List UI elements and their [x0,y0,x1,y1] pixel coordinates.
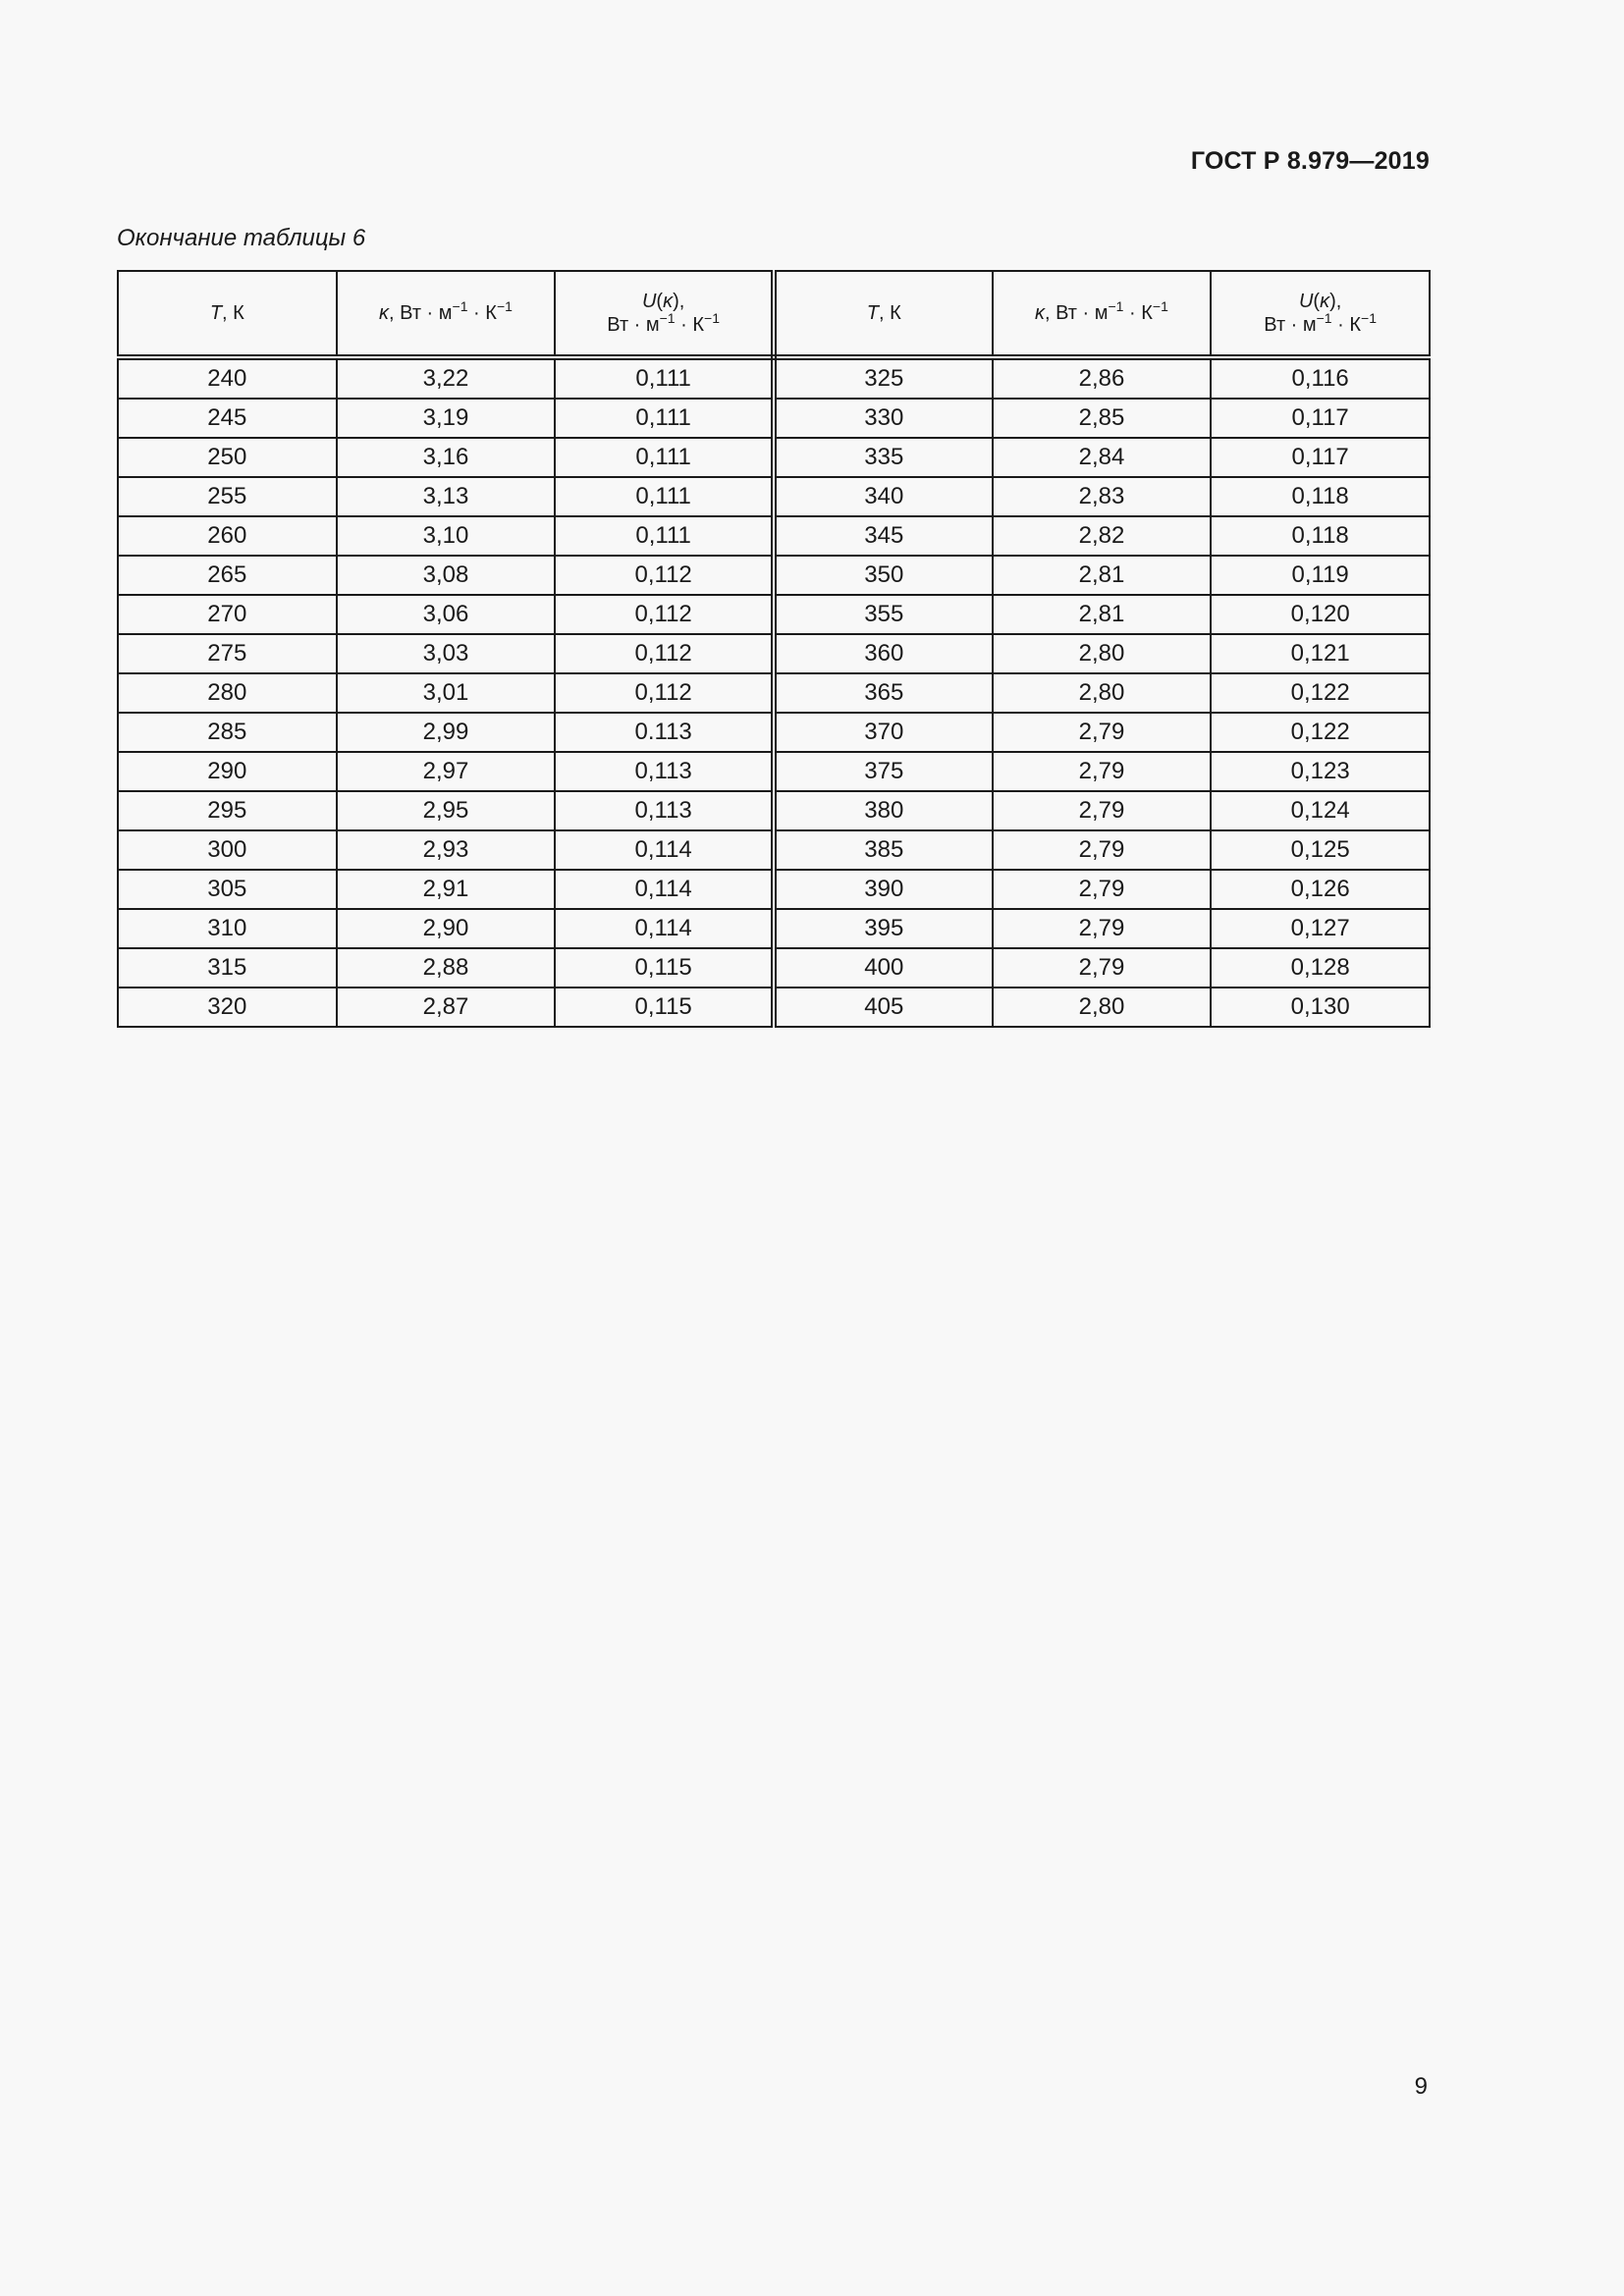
cell-conductivity: 2,97 [337,752,556,791]
cell-uncertainty: 0,113 [555,752,774,791]
cell-uncertainty: 0,112 [555,556,774,595]
cell-uncertainty: 0,115 [555,948,774,988]
table-caption: Окончание таблицы 6 [117,225,366,251]
cell-conductivity: 2,87 [337,988,556,1027]
table-row [118,399,1430,438]
cell-uncertainty-2: 0,122 [1211,673,1430,713]
cell-temperature: 265 [118,556,337,595]
cell-temperature-2: 370 [774,713,993,752]
cell-temperature-2: 340 [774,477,993,516]
cell-temperature: 275 [118,634,337,673]
cell-conductivity: 2,90 [337,909,556,948]
cell-temperature: 245 [118,399,337,438]
data-table [117,270,1431,1028]
cell-temperature: 320 [118,988,337,1027]
table-header [118,271,1430,357]
cell-uncertainty-2: 0,122 [1211,713,1430,752]
cell-uncertainty: 0,114 [555,830,774,870]
cell-conductivity-2: 2,79 [993,870,1212,909]
cell-conductivity: 3,10 [337,516,556,556]
cell-conductivity: 2,95 [337,791,556,830]
table-row [118,791,1430,830]
cell-temperature-2: 365 [774,673,993,713]
cell-temperature-2: 345 [774,516,993,556]
cell-conductivity: 3,01 [337,673,556,713]
table-row [118,595,1430,634]
cell-conductivity: 2,88 [337,948,556,988]
header-temperature: T, К [118,271,337,357]
table-row [118,673,1430,713]
table-row [118,909,1430,948]
cell-uncertainty-2: 0,117 [1211,399,1430,438]
cell-temperature-2: 375 [774,752,993,791]
cell-uncertainty: 0,111 [555,477,774,516]
cell-temperature-2: 360 [774,634,993,673]
header-conductivity-2: κ, Вт · $м^{-1} \cdot К^{-1}$ [993,271,1212,357]
table-row [118,948,1430,988]
cell-uncertainty-2: 0,118 [1211,516,1430,556]
cell-temperature: 305 [118,870,337,909]
cell-uncertainty-2: 0,121 [1211,634,1430,673]
cell-conductivity-2: 2,85 [993,399,1212,438]
cell-temperature: 295 [118,791,337,830]
cell-conductivity: 3,06 [337,595,556,634]
table-row [118,870,1430,909]
cell-uncertainty: 0,115 [555,988,774,1027]
cell-uncertainty: 0,112 [555,595,774,634]
cell-uncertainty-2: 0,130 [1211,988,1430,1027]
cell-temperature: 260 [118,516,337,556]
cell-uncertainty-2: 0,117 [1211,438,1430,477]
table-body [118,357,1430,1027]
cell-temperature: 285 [118,713,337,752]
table-row [118,988,1430,1027]
cell-uncertainty-2: 0,120 [1211,595,1430,634]
cell-uncertainty: 0,112 [555,673,774,713]
header-conductivity: κ, Вт · $м^{-1} \cdot К^{-1}$ [337,271,556,357]
header-uncertainty-2: U(κ), Вт · $м^{-1} \cdot К^{-1}$ [1211,271,1430,357]
cell-conductivity: 3,19 [337,399,556,438]
cell-temperature: 240 [118,357,337,399]
cell-uncertainty: 0,114 [555,909,774,948]
cell-conductivity-2: 2,79 [993,752,1212,791]
cell-conductivity: 2,99 [337,713,556,752]
cell-conductivity-2: 2,86 [993,357,1212,399]
cell-conductivity-2: 2,79 [993,791,1212,830]
cell-conductivity-2: 2,81 [993,595,1212,634]
header-temperature-2: T, К [774,271,993,357]
cell-uncertainty: 0,114 [555,870,774,909]
cell-temperature: 315 [118,948,337,988]
cell-conductivity: 3,16 [337,438,556,477]
cell-temperature: 280 [118,673,337,713]
table-row [118,477,1430,516]
table-row [118,438,1430,477]
table-row [118,830,1430,870]
cell-conductivity-2: 2,82 [993,516,1212,556]
cell-temperature: 310 [118,909,337,948]
cell-temperature-2: 355 [774,595,993,634]
cell-conductivity: 3,22 [337,357,556,399]
cell-uncertainty-2: 0,116 [1211,357,1430,399]
cell-uncertainty-2: 0,126 [1211,870,1430,909]
cell-temperature: 270 [118,595,337,634]
cell-temperature-2: 330 [774,399,993,438]
page-number: 9 [1414,2073,1428,2100]
cell-uncertainty-2: 0,128 [1211,948,1430,988]
cell-conductivity: 3,08 [337,556,556,595]
cell-uncertainty: 0,111 [555,357,774,399]
cell-conductivity: 3,03 [337,634,556,673]
cell-conductivity-2: 2,80 [993,673,1212,713]
cell-uncertainty: 0,113 [555,791,774,830]
header-row [118,271,1430,357]
cell-uncertainty: 0,111 [555,438,774,477]
cell-temperature: 255 [118,477,337,516]
cell-conductivity-2: 2,83 [993,477,1212,516]
cell-conductivity: 2,91 [337,870,556,909]
document-header: ГОСТ Р 8.979—2019 [1190,147,1430,175]
cell-uncertainty-2: 0,127 [1211,909,1430,948]
cell-temperature-2: 400 [774,948,993,988]
table-row [118,634,1430,673]
cell-temperature-2: 405 [774,988,993,1027]
cell-uncertainty: 0,111 [555,516,774,556]
cell-conductivity-2: 2,84 [993,438,1212,477]
cell-conductivity-2: 2,81 [993,556,1212,595]
cell-uncertainty-2: 0,118 [1211,477,1430,516]
table-row [118,713,1430,752]
cell-uncertainty: 0.113 [555,713,774,752]
header-uncertainty: U(κ), Вт · $м^{-1} \cdot К^{-1}$ [555,271,774,357]
table-row [118,752,1430,791]
table-row [118,556,1430,595]
cell-conductivity: 2,93 [337,830,556,870]
table-row [118,357,1430,399]
cell-uncertainty-2: 0,125 [1211,830,1430,870]
cell-conductivity-2: 2,79 [993,830,1212,870]
cell-uncertainty-2: 0,119 [1211,556,1430,595]
cell-temperature: 300 [118,830,337,870]
cell-temperature-2: 325 [774,357,993,399]
cell-conductivity-2: 2,80 [993,634,1212,673]
table-row [118,516,1430,556]
cell-temperature-2: 390 [774,870,993,909]
cell-conductivity-2: 2,79 [993,909,1212,948]
cell-uncertainty: 0,111 [555,399,774,438]
cell-temperature-2: 335 [774,438,993,477]
cell-temperature-2: 350 [774,556,993,595]
cell-conductivity-2: 2,79 [993,948,1212,988]
cell-temperature: 250 [118,438,337,477]
cell-uncertainty: 0,112 [555,634,774,673]
cell-conductivity: 3,13 [337,477,556,516]
cell-uncertainty-2: 0,124 [1211,791,1430,830]
cell-uncertainty-2: 0,123 [1211,752,1430,791]
cell-conductivity-2: 2,79 [993,713,1212,752]
cell-temperature-2: 380 [774,791,993,830]
cell-temperature-2: 385 [774,830,993,870]
cell-temperature-2: 395 [774,909,993,948]
cell-conductivity-2: 2,80 [993,988,1212,1027]
cell-temperature: 290 [118,752,337,791]
